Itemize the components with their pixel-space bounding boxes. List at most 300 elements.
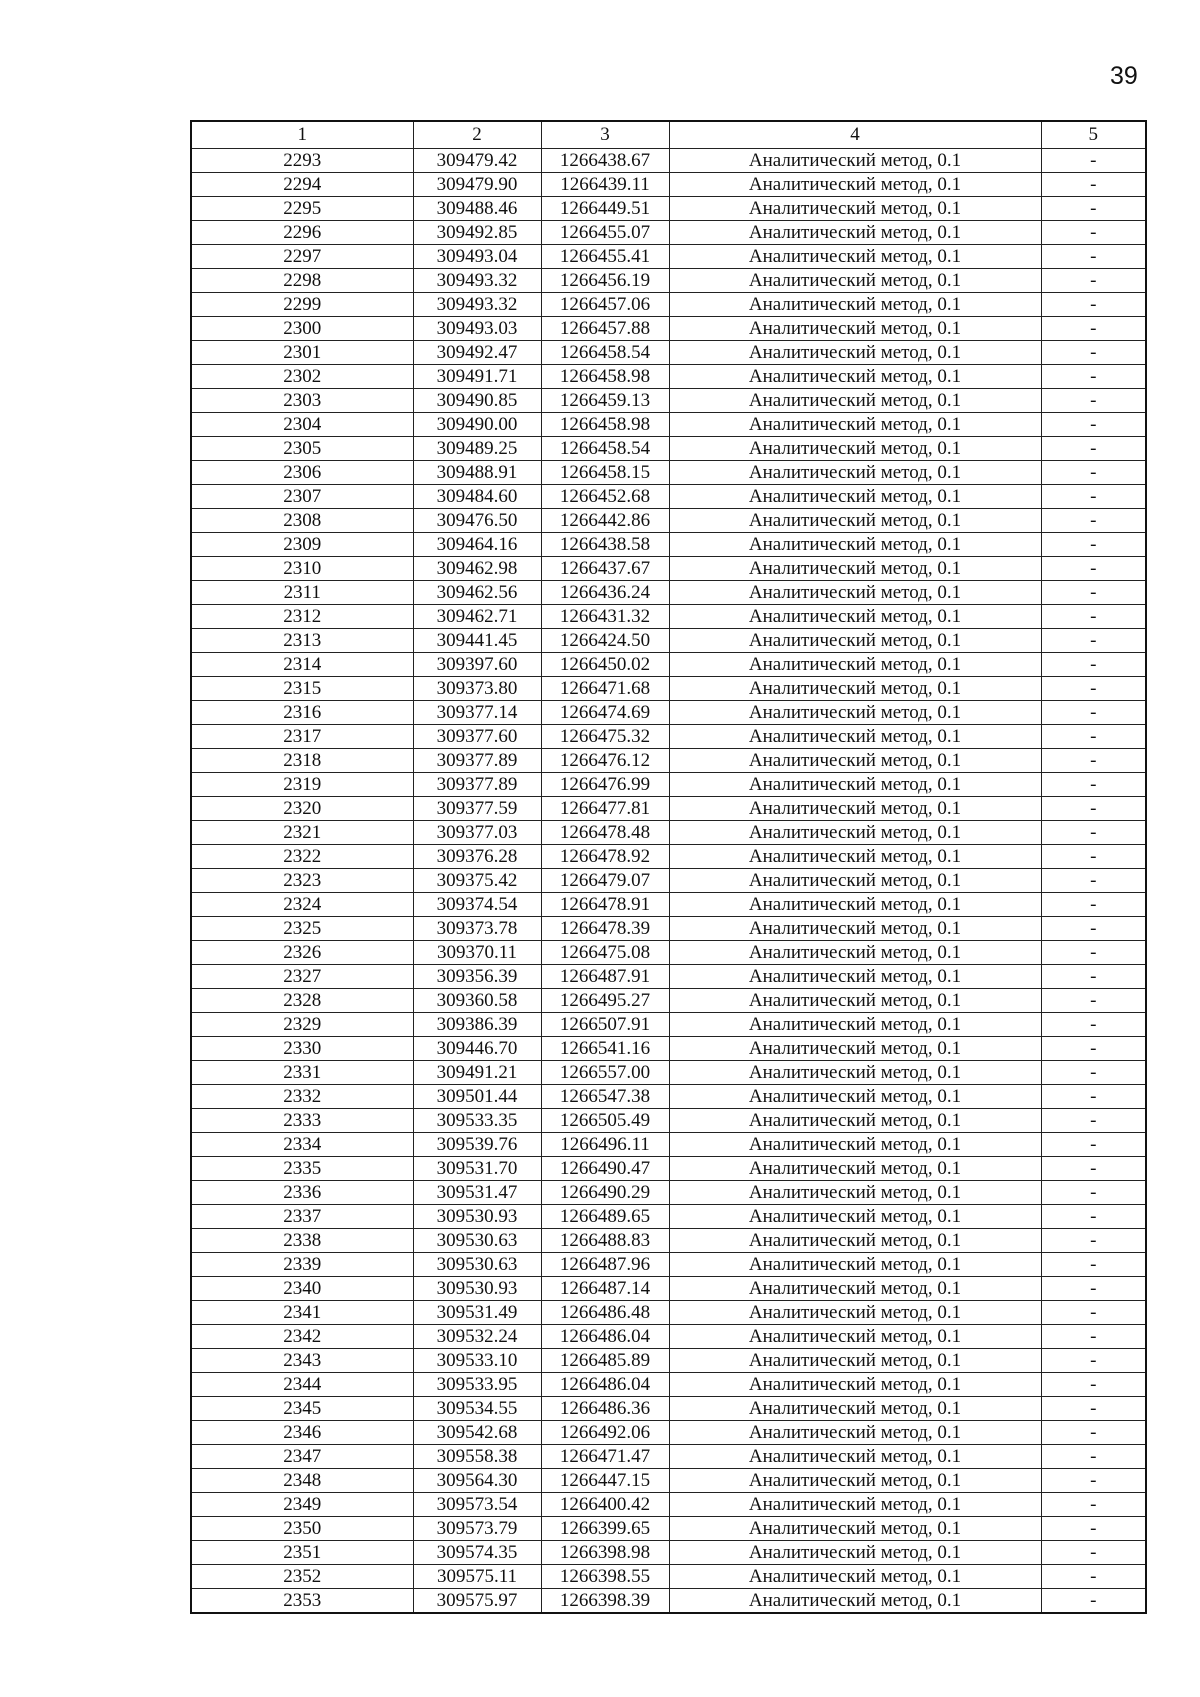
point-number-cell: 2346 xyxy=(191,1421,413,1445)
note-cell: - xyxy=(1041,1445,1146,1469)
y-coordinate-cell: 1266398.98 xyxy=(541,1541,669,1565)
note-cell: - xyxy=(1041,1373,1146,1397)
x-coordinate-cell: 309530.63 xyxy=(413,1229,541,1253)
y-coordinate-cell: 1266457.88 xyxy=(541,317,669,341)
method-cell: Аналитический метод, 0.1 xyxy=(669,1589,1041,1614)
x-coordinate-cell: 309491.71 xyxy=(413,365,541,389)
point-number-cell: 2322 xyxy=(191,845,413,869)
method-cell: Аналитический метод, 0.1 xyxy=(669,1301,1041,1325)
method-cell: Аналитический метод, 0.1 xyxy=(669,917,1041,941)
note-cell: - xyxy=(1041,749,1146,773)
method-cell: Аналитический метод, 0.1 xyxy=(669,1181,1041,1205)
x-coordinate-cell: 309490.85 xyxy=(413,389,541,413)
note-cell: - xyxy=(1041,1181,1146,1205)
table-row xyxy=(191,293,1146,317)
method-cell: Аналитический метод, 0.1 xyxy=(669,1469,1041,1493)
x-coordinate-cell: 309484.60 xyxy=(413,485,541,509)
table-row xyxy=(191,653,1146,677)
table-row xyxy=(191,1397,1146,1421)
method-cell: Аналитический метод, 0.1 xyxy=(669,1133,1041,1157)
y-coordinate-cell: 1266398.55 xyxy=(541,1565,669,1589)
note-cell: - xyxy=(1041,389,1146,413)
point-number-cell: 2352 xyxy=(191,1565,413,1589)
method-cell: Аналитический метод, 0.1 xyxy=(669,437,1041,461)
y-coordinate-cell: 1266478.91 xyxy=(541,893,669,917)
point-number-cell: 2340 xyxy=(191,1277,413,1301)
point-number-cell: 2331 xyxy=(191,1061,413,1085)
x-coordinate-cell: 309575.97 xyxy=(413,1589,541,1614)
x-coordinate-cell: 309377.60 xyxy=(413,725,541,749)
y-coordinate-cell: 1266495.27 xyxy=(541,989,669,1013)
method-cell: Аналитический метод, 0.1 xyxy=(669,509,1041,533)
table-row xyxy=(191,365,1146,389)
method-cell: Аналитический метод, 0.1 xyxy=(669,1445,1041,1469)
table-row xyxy=(191,1301,1146,1325)
note-cell: - xyxy=(1041,437,1146,461)
table-row xyxy=(191,1517,1146,1541)
x-coordinate-cell: 309386.39 xyxy=(413,1013,541,1037)
y-coordinate-cell: 1266479.07 xyxy=(541,869,669,893)
x-coordinate-cell: 309464.16 xyxy=(413,533,541,557)
table-row xyxy=(191,1157,1146,1181)
x-coordinate-cell: 309493.04 xyxy=(413,245,541,269)
note-cell: - xyxy=(1041,269,1146,293)
note-cell: - xyxy=(1041,653,1146,677)
y-coordinate-cell: 1266398.39 xyxy=(541,1589,669,1614)
y-coordinate-cell: 1266447.15 xyxy=(541,1469,669,1493)
point-number-cell: 2345 xyxy=(191,1397,413,1421)
x-coordinate-cell: 309377.59 xyxy=(413,797,541,821)
x-coordinate-cell: 309360.58 xyxy=(413,989,541,1013)
note-cell: - xyxy=(1041,1325,1146,1349)
x-coordinate-cell: 309446.70 xyxy=(413,1037,541,1061)
method-cell: Аналитический метод, 0.1 xyxy=(669,1277,1041,1301)
x-coordinate-cell: 309492.47 xyxy=(413,341,541,365)
table-row xyxy=(191,1205,1146,1229)
note-cell: - xyxy=(1041,821,1146,845)
point-number-cell: 2344 xyxy=(191,1373,413,1397)
x-coordinate-cell: 309530.63 xyxy=(413,1253,541,1277)
x-coordinate-cell: 309533.35 xyxy=(413,1109,541,1133)
page-number: 39 xyxy=(1110,62,1138,90)
method-cell: Аналитический метод, 0.1 xyxy=(669,1493,1041,1517)
method-cell: Аналитический метод, 0.1 xyxy=(669,677,1041,701)
note-cell: - xyxy=(1041,1157,1146,1181)
table-row xyxy=(191,1589,1146,1614)
y-coordinate-cell: 1266438.58 xyxy=(541,533,669,557)
note-cell: - xyxy=(1041,485,1146,509)
note-cell: - xyxy=(1041,509,1146,533)
y-coordinate-cell: 1266478.92 xyxy=(541,845,669,869)
point-number-cell: 2297 xyxy=(191,245,413,269)
point-number-cell: 2342 xyxy=(191,1325,413,1349)
table-row xyxy=(191,269,1146,293)
table-row xyxy=(191,221,1146,245)
table-row xyxy=(191,197,1146,221)
point-number-cell: 2351 xyxy=(191,1541,413,1565)
point-number-cell: 2336 xyxy=(191,1181,413,1205)
table-header xyxy=(191,121,1146,149)
point-number-cell: 2337 xyxy=(191,1205,413,1229)
note-cell: - xyxy=(1041,1469,1146,1493)
method-cell: Аналитический метод, 0.1 xyxy=(669,269,1041,293)
method-cell: Аналитический метод, 0.1 xyxy=(669,1349,1041,1373)
y-coordinate-cell: 1266450.02 xyxy=(541,653,669,677)
table-row xyxy=(191,485,1146,509)
method-cell: Аналитический метод, 0.1 xyxy=(669,1037,1041,1061)
note-cell: - xyxy=(1041,1013,1146,1037)
method-cell: Аналитический метод, 0.1 xyxy=(669,173,1041,197)
table-row xyxy=(191,965,1146,989)
point-number-cell: 2333 xyxy=(191,1109,413,1133)
x-coordinate-cell: 309375.42 xyxy=(413,869,541,893)
y-coordinate-cell: 1266452.68 xyxy=(541,485,669,509)
point-number-cell: 2300 xyxy=(191,317,413,341)
column-header-2: 2 xyxy=(413,121,541,149)
note-cell: - xyxy=(1041,989,1146,1013)
note-cell: - xyxy=(1041,221,1146,245)
note-cell: - xyxy=(1041,365,1146,389)
x-coordinate-cell: 309356.39 xyxy=(413,965,541,989)
table-row xyxy=(191,1037,1146,1061)
y-coordinate-cell: 1266505.49 xyxy=(541,1109,669,1133)
y-coordinate-cell: 1266487.14 xyxy=(541,1277,669,1301)
x-coordinate-cell: 309530.93 xyxy=(413,1277,541,1301)
table-row xyxy=(191,149,1146,173)
method-cell: Аналитический метод, 0.1 xyxy=(669,485,1041,509)
table-row xyxy=(191,1565,1146,1589)
x-coordinate-cell: 309534.55 xyxy=(413,1397,541,1421)
table-row xyxy=(191,245,1146,269)
point-number-cell: 2339 xyxy=(191,1253,413,1277)
note-cell: - xyxy=(1041,845,1146,869)
x-coordinate-cell: 309564.30 xyxy=(413,1469,541,1493)
x-coordinate-cell: 309377.14 xyxy=(413,701,541,725)
y-coordinate-cell: 1266431.32 xyxy=(541,605,669,629)
point-number-cell: 2306 xyxy=(191,461,413,485)
table-row xyxy=(191,869,1146,893)
note-cell: - xyxy=(1041,341,1146,365)
y-coordinate-cell: 1266455.41 xyxy=(541,245,669,269)
y-coordinate-cell: 1266476.12 xyxy=(541,749,669,773)
note-cell: - xyxy=(1041,1493,1146,1517)
point-number-cell: 2305 xyxy=(191,437,413,461)
point-number-cell: 2323 xyxy=(191,869,413,893)
x-coordinate-cell: 309493.32 xyxy=(413,269,541,293)
y-coordinate-cell: 1266459.13 xyxy=(541,389,669,413)
y-coordinate-cell: 1266456.19 xyxy=(541,269,669,293)
x-coordinate-cell: 309493.03 xyxy=(413,317,541,341)
y-coordinate-cell: 1266478.39 xyxy=(541,917,669,941)
method-cell: Аналитический метод, 0.1 xyxy=(669,1541,1041,1565)
x-coordinate-cell: 309373.80 xyxy=(413,677,541,701)
note-cell: - xyxy=(1041,317,1146,341)
x-coordinate-cell: 309479.42 xyxy=(413,149,541,173)
method-cell: Аналитический метод, 0.1 xyxy=(669,317,1041,341)
table-row xyxy=(191,629,1146,653)
x-coordinate-cell: 309441.45 xyxy=(413,629,541,653)
note-cell: - xyxy=(1041,1421,1146,1445)
table-row xyxy=(191,701,1146,725)
point-number-cell: 2350 xyxy=(191,1517,413,1541)
point-number-cell: 2327 xyxy=(191,965,413,989)
point-number-cell: 2318 xyxy=(191,749,413,773)
method-cell: Аналитический метод, 0.1 xyxy=(669,725,1041,749)
point-number-cell: 2319 xyxy=(191,773,413,797)
x-coordinate-cell: 309532.24 xyxy=(413,1325,541,1349)
y-coordinate-cell: 1266424.50 xyxy=(541,629,669,653)
x-coordinate-cell: 309376.28 xyxy=(413,845,541,869)
y-coordinate-cell: 1266458.15 xyxy=(541,461,669,485)
note-cell: - xyxy=(1041,1589,1146,1614)
point-number-cell: 2316 xyxy=(191,701,413,725)
column-header-1: 1 xyxy=(191,121,413,149)
column-header-3: 3 xyxy=(541,121,669,149)
method-cell: Аналитический метод, 0.1 xyxy=(669,197,1041,221)
x-coordinate-cell: 309573.54 xyxy=(413,1493,541,1517)
note-cell: - xyxy=(1041,1133,1146,1157)
x-coordinate-cell: 309489.25 xyxy=(413,437,541,461)
x-coordinate-cell: 309530.93 xyxy=(413,1205,541,1229)
table-row xyxy=(191,1181,1146,1205)
x-coordinate-cell: 309501.44 xyxy=(413,1085,541,1109)
point-number-cell: 2341 xyxy=(191,1301,413,1325)
table-row xyxy=(191,1445,1146,1469)
point-number-cell: 2326 xyxy=(191,941,413,965)
point-number-cell: 2310 xyxy=(191,557,413,581)
method-cell: Аналитический метод, 0.1 xyxy=(669,797,1041,821)
note-cell: - xyxy=(1041,1397,1146,1421)
x-coordinate-cell: 309575.11 xyxy=(413,1565,541,1589)
table-row xyxy=(191,389,1146,413)
note-cell: - xyxy=(1041,1253,1146,1277)
y-coordinate-cell: 1266496.11 xyxy=(541,1133,669,1157)
y-coordinate-cell: 1266458.54 xyxy=(541,437,669,461)
y-coordinate-cell: 1266471.68 xyxy=(541,677,669,701)
column-header-4: 4 xyxy=(669,121,1041,149)
note-cell: - xyxy=(1041,701,1146,725)
note-cell: - xyxy=(1041,1349,1146,1373)
point-number-cell: 2317 xyxy=(191,725,413,749)
x-coordinate-cell: 309377.89 xyxy=(413,749,541,773)
note-cell: - xyxy=(1041,413,1146,437)
note-cell: - xyxy=(1041,917,1146,941)
note-cell: - xyxy=(1041,677,1146,701)
method-cell: Аналитический метод, 0.1 xyxy=(669,533,1041,557)
point-number-cell: 2325 xyxy=(191,917,413,941)
x-coordinate-cell: 309573.79 xyxy=(413,1517,541,1541)
point-number-cell: 2321 xyxy=(191,821,413,845)
note-cell: - xyxy=(1041,149,1146,173)
method-cell: Аналитический метод, 0.1 xyxy=(669,1085,1041,1109)
note-cell: - xyxy=(1041,1565,1146,1589)
note-cell: - xyxy=(1041,773,1146,797)
note-cell: - xyxy=(1041,725,1146,749)
point-number-cell: 2309 xyxy=(191,533,413,557)
method-cell: Аналитический метод, 0.1 xyxy=(669,1517,1041,1541)
y-coordinate-cell: 1266489.65 xyxy=(541,1205,669,1229)
point-number-cell: 2343 xyxy=(191,1349,413,1373)
y-coordinate-cell: 1266439.11 xyxy=(541,173,669,197)
method-cell: Аналитический метод, 0.1 xyxy=(669,365,1041,389)
table-row xyxy=(191,1373,1146,1397)
x-coordinate-cell: 309539.76 xyxy=(413,1133,541,1157)
table-row xyxy=(191,413,1146,437)
x-coordinate-cell: 309397.60 xyxy=(413,653,541,677)
note-cell: - xyxy=(1041,557,1146,581)
table-row xyxy=(191,1013,1146,1037)
table-row xyxy=(191,845,1146,869)
point-number-cell: 2303 xyxy=(191,389,413,413)
method-cell: Аналитический метод, 0.1 xyxy=(669,461,1041,485)
point-number-cell: 2294 xyxy=(191,173,413,197)
y-coordinate-cell: 1266458.98 xyxy=(541,413,669,437)
point-number-cell: 2320 xyxy=(191,797,413,821)
y-coordinate-cell: 1266486.48 xyxy=(541,1301,669,1325)
note-cell: - xyxy=(1041,1037,1146,1061)
method-cell: Аналитический метод, 0.1 xyxy=(669,245,1041,269)
method-cell: Аналитический метод, 0.1 xyxy=(669,605,1041,629)
method-cell: Аналитический метод, 0.1 xyxy=(669,701,1041,725)
y-coordinate-cell: 1266475.08 xyxy=(541,941,669,965)
y-coordinate-cell: 1266437.67 xyxy=(541,557,669,581)
table-row xyxy=(191,1061,1146,1085)
note-cell: - xyxy=(1041,1085,1146,1109)
y-coordinate-cell: 1266486.04 xyxy=(541,1373,669,1397)
x-coordinate-cell: 309374.54 xyxy=(413,893,541,917)
x-coordinate-cell: 309370.11 xyxy=(413,941,541,965)
table-row xyxy=(191,1253,1146,1277)
point-number-cell: 2301 xyxy=(191,341,413,365)
table-row xyxy=(191,1229,1146,1253)
y-coordinate-cell: 1266436.24 xyxy=(541,581,669,605)
table-row xyxy=(191,509,1146,533)
x-coordinate-cell: 309462.98 xyxy=(413,557,541,581)
table-row xyxy=(191,1469,1146,1493)
table-row xyxy=(191,461,1146,485)
table-row xyxy=(191,581,1146,605)
y-coordinate-cell: 1266507.91 xyxy=(541,1013,669,1037)
point-number-cell: 2308 xyxy=(191,509,413,533)
y-coordinate-cell: 1266442.86 xyxy=(541,509,669,533)
method-cell: Аналитический метод, 0.1 xyxy=(669,845,1041,869)
method-cell: Аналитический метод, 0.1 xyxy=(669,941,1041,965)
method-cell: Аналитический метод, 0.1 xyxy=(669,749,1041,773)
x-coordinate-cell: 309488.46 xyxy=(413,197,541,221)
note-cell: - xyxy=(1041,1301,1146,1325)
table-row xyxy=(191,1349,1146,1373)
x-coordinate-cell: 309533.10 xyxy=(413,1349,541,1373)
point-number-cell: 2338 xyxy=(191,1229,413,1253)
x-coordinate-cell: 309533.95 xyxy=(413,1373,541,1397)
method-cell: Аналитический метод, 0.1 xyxy=(669,1013,1041,1037)
x-coordinate-cell: 309574.35 xyxy=(413,1541,541,1565)
note-cell: - xyxy=(1041,1517,1146,1541)
table-row xyxy=(191,1421,1146,1445)
point-number-cell: 2302 xyxy=(191,365,413,389)
note-cell: - xyxy=(1041,197,1146,221)
note-cell: - xyxy=(1041,461,1146,485)
method-cell: Аналитический метод, 0.1 xyxy=(669,413,1041,437)
table-row xyxy=(191,1085,1146,1109)
method-cell: Аналитический метод, 0.1 xyxy=(669,773,1041,797)
note-cell: - xyxy=(1041,581,1146,605)
x-coordinate-cell: 309531.49 xyxy=(413,1301,541,1325)
y-coordinate-cell: 1266476.99 xyxy=(541,773,669,797)
note-cell: - xyxy=(1041,1061,1146,1085)
point-number-cell: 2315 xyxy=(191,677,413,701)
method-cell: Аналитический метод, 0.1 xyxy=(669,989,1041,1013)
table-row xyxy=(191,917,1146,941)
point-number-cell: 2353 xyxy=(191,1589,413,1614)
table-row xyxy=(191,173,1146,197)
point-number-cell: 2312 xyxy=(191,605,413,629)
x-coordinate-cell: 309476.50 xyxy=(413,509,541,533)
x-coordinate-cell: 309493.32 xyxy=(413,293,541,317)
x-coordinate-cell: 309558.38 xyxy=(413,1445,541,1469)
y-coordinate-cell: 1266485.89 xyxy=(541,1349,669,1373)
method-cell: Аналитический метод, 0.1 xyxy=(669,1325,1041,1349)
point-number-cell: 2299 xyxy=(191,293,413,317)
y-coordinate-cell: 1266474.69 xyxy=(541,701,669,725)
table-row xyxy=(191,749,1146,773)
note-cell: - xyxy=(1041,869,1146,893)
x-coordinate-cell: 309462.71 xyxy=(413,605,541,629)
x-coordinate-cell: 309462.56 xyxy=(413,581,541,605)
method-cell: Аналитический метод, 0.1 xyxy=(669,629,1041,653)
point-number-cell: 2293 xyxy=(191,149,413,173)
note-cell: - xyxy=(1041,965,1146,989)
point-number-cell: 2314 xyxy=(191,653,413,677)
x-coordinate-cell: 309373.78 xyxy=(413,917,541,941)
table-row xyxy=(191,725,1146,749)
method-cell: Аналитический метод, 0.1 xyxy=(669,869,1041,893)
note-cell: - xyxy=(1041,1277,1146,1301)
y-coordinate-cell: 1266449.51 xyxy=(541,197,669,221)
x-coordinate-cell: 309531.47 xyxy=(413,1181,541,1205)
note-cell: - xyxy=(1041,173,1146,197)
y-coordinate-cell: 1266438.67 xyxy=(541,149,669,173)
table-row xyxy=(191,437,1146,461)
table-row xyxy=(191,533,1146,557)
method-cell: Аналитический метод, 0.1 xyxy=(669,1061,1041,1085)
y-coordinate-cell: 1266400.42 xyxy=(541,1493,669,1517)
point-number-cell: 2332 xyxy=(191,1085,413,1109)
point-number-cell: 2313 xyxy=(191,629,413,653)
note-cell: - xyxy=(1041,245,1146,269)
y-coordinate-cell: 1266557.00 xyxy=(541,1061,669,1085)
y-coordinate-cell: 1266488.83 xyxy=(541,1229,669,1253)
method-cell: Аналитический метод, 0.1 xyxy=(669,149,1041,173)
y-coordinate-cell: 1266478.48 xyxy=(541,821,669,845)
table-row xyxy=(191,941,1146,965)
point-number-cell: 2324 xyxy=(191,893,413,917)
table-row xyxy=(191,317,1146,341)
header-row xyxy=(191,121,1146,149)
note-cell: - xyxy=(1041,1109,1146,1133)
coordinates-table xyxy=(190,120,1147,1614)
x-coordinate-cell: 309531.70 xyxy=(413,1157,541,1181)
table-row xyxy=(191,821,1146,845)
method-cell: Аналитический метод, 0.1 xyxy=(669,1397,1041,1421)
point-number-cell: 2330 xyxy=(191,1037,413,1061)
y-coordinate-cell: 1266475.32 xyxy=(541,725,669,749)
y-coordinate-cell: 1266458.98 xyxy=(541,365,669,389)
y-coordinate-cell: 1266399.65 xyxy=(541,1517,669,1541)
point-number-cell: 2349 xyxy=(191,1493,413,1517)
table-row xyxy=(191,341,1146,365)
y-coordinate-cell: 1266471.47 xyxy=(541,1445,669,1469)
